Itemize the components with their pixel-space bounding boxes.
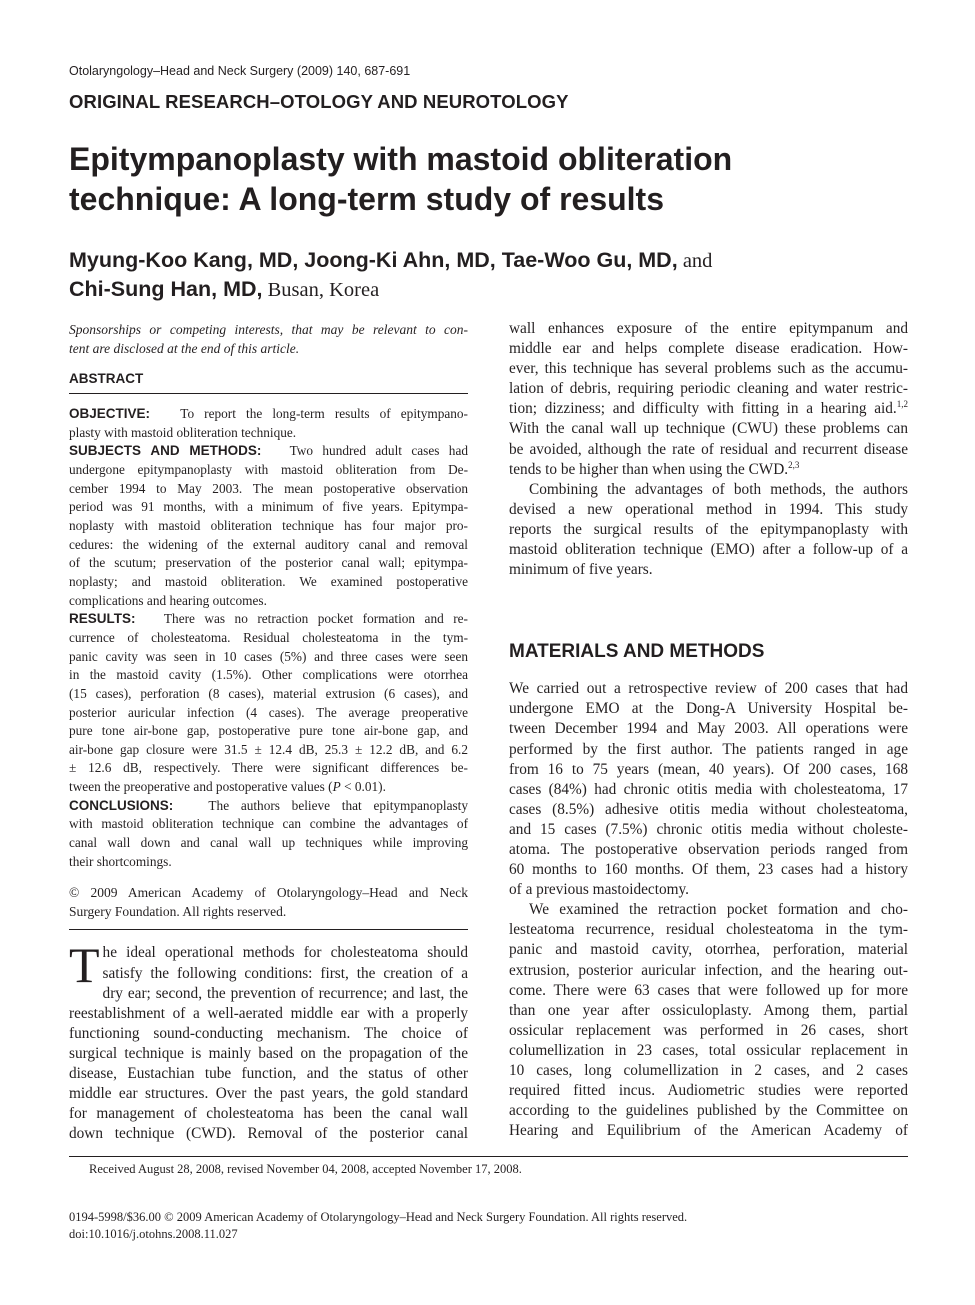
author-name: Chi-Sung Han, MD, (69, 277, 263, 301)
text-line: Surgery Foundation. All rights reserved. (69, 904, 287, 920)
text-line: CONCLUSIONS: The authors believe that epitympanoplasty (69, 797, 468, 813)
text-line: devised a new operational method in 1994. This study (509, 500, 908, 518)
copyright-divider (69, 929, 468, 930)
citation-superscript: 1,2 (896, 399, 908, 410)
title-line: Epitympanoplasty with mastoid obliteration (69, 141, 733, 177)
text-line: middle ear and helps complete disease eradication. How- (509, 340, 908, 358)
text-line: tween the preoperative and postoperative values (P < 0.01). (69, 779, 386, 795)
text-line: he ideal operational methods for cholesteatoma should (102, 944, 468, 962)
text-line: undergone epitympanoplasty with mastoid obliteration from De- (69, 461, 468, 477)
text-line: SUBJECTS AND METHODS: Two hundred adult cases had (69, 443, 468, 459)
paragraph (509, 480, 908, 580)
text-line: plasty with mastoid obliteration technique. (69, 424, 297, 440)
text-line: tween December 1994 and May 2003. All operations were (509, 720, 908, 738)
received-dates: Received August 28, 2008, revised November 04, 2008, accepted November 17, 2008. (89, 1162, 522, 1176)
author-conjunction: and (677, 250, 713, 272)
text-line: reports the surgical results of the epitympanoplasty with (509, 520, 908, 538)
text-line: atoma. The postoperative observation periods ranged from (509, 840, 908, 858)
article-title (69, 139, 889, 219)
text-line: 60 months to 160 months. Of them, 23 cases had a history (509, 861, 908, 879)
text-line: surgical technique is mainly based on the propagation of the (69, 1044, 468, 1062)
abstract-body (69, 405, 468, 871)
right-column (509, 319, 908, 1141)
text-line: ± 12.6 dB, respectively. There were significant differences be- (69, 760, 468, 776)
text-line: currence of cholesteatoma. Residual cholesteatoma in the tym- (69, 629, 468, 645)
text-line: required fitted incus. Audiometric studies were reported (509, 1082, 908, 1100)
results-label: RESULTS: (69, 611, 136, 627)
text-line: panic cavity was seen in 10 cases (5%) and three cases were seen (69, 648, 468, 664)
text-line: satisfy the following conditions: first, the creation of a (102, 964, 468, 982)
materials-methods-heading: MATERIALS AND METHODS (509, 641, 765, 663)
text-line: middle ear structures. Over the past years, the gold standard (69, 1085, 468, 1103)
text-line: lesteatoma recurrence, residual cholesteatoma in the tym- (509, 921, 908, 939)
text-line: lation of debris, requiring periodic cleaning and water restric- (509, 380, 908, 398)
text-line: come. There were 63 cases that were followed up for more (509, 981, 908, 999)
text-line: than one year after ossiculoplasty. Among them, partial (509, 1001, 908, 1019)
text-line: down technique (CWD). Removal of the posterior canal (69, 1125, 468, 1143)
text-line: mastoid obliteration technique (EMO) after a follow-up of a (509, 541, 908, 559)
text-line: ossicular replacement was performed in 26 cases, short (509, 1021, 908, 1039)
text-line: extrusion, posterior auricular infection, and the hearing out- (509, 961, 908, 979)
section-heading: ORIGINAL RESEARCH–OTOLOGY AND NEUROTOLOGY (69, 91, 569, 112)
text-line: cedures: the widening of the external auditory canal and removal (69, 536, 468, 552)
text-line: complications and hearing outcomes. (69, 592, 267, 608)
text-line: undergone EMO at the Dong-A University Hospital be- (509, 700, 908, 718)
sponsorship-note (69, 320, 468, 358)
text-line: of a previous mastoidectomy. (509, 881, 689, 899)
text-line: reestablishment of a well-aerated middle ear with a properly (69, 1004, 468, 1022)
text-line: (15 cases), perforation (8 cases), material extrusion (6 cases), and (69, 685, 468, 701)
text-line: panic and mastoid cavity, otorrhea, perforation, material (509, 941, 908, 959)
text-line: dry ear; second, the prevention of recurrence; and last, the (102, 984, 468, 1002)
text-line: air-bone gap closure were 31.5 ± 12.4 dB, 25.3 ± 12.2 dB, and 6.2 (69, 741, 468, 757)
text-line: tion; dizziness; and difficulty with fitting in a hearing aid.$^{1,2}$ (509, 399, 908, 418)
text-line: their shortcomings. (69, 853, 172, 869)
text-line: We examined the retraction pocket formation and cho- (529, 901, 908, 919)
text-line: Sponsorships or competing interests, that may be relevant to con- (69, 322, 468, 337)
objective-label: OBJECTIVE: (69, 406, 151, 421)
text-line: tends to be higher than when using the CWD.$^{2,3}$ (509, 459, 800, 478)
text-line: ever, this technique has several problems such as the accumu- (509, 360, 908, 378)
text-line: cases (84%) had chronic otitis media with cholesteatoma, 17 (509, 780, 908, 798)
drop-cap: T (69, 937, 100, 994)
text-line: period was 91 months, with a minimum of five years. Epitympa- (69, 499, 468, 515)
citation-superscript: 2,3 (788, 459, 800, 470)
abstract-heading: ABSTRACT (69, 371, 144, 386)
text-line: canal wall down and canal wall up techniques while improving (69, 835, 468, 851)
text-line: of the scutum; preservation of the posterior canal wall; epitympa- (69, 555, 468, 571)
text-line: cases (8.5%) adhesive otitis media without cholesteatoma, (509, 800, 908, 818)
text-line: from 16 to 75 years (mean, 40 years). Of 200 cases, 168 (509, 760, 908, 778)
conclusions-label: CONCLUSIONS: (69, 797, 174, 813)
text-line: according to the guidelines published by the Committee on (509, 1102, 908, 1120)
text-line: be avoided, although the rate of residual and recurrent disease (509, 440, 908, 458)
left-column (69, 320, 468, 1144)
paragraph (509, 679, 908, 900)
text-line: Hearing and Equilibrium of the American Academy of (509, 1122, 908, 1140)
text-line: minimum of five years. (509, 561, 653, 579)
text-line: and 15 cases (7.5%) chronic otitis media without choleste- (509, 820, 908, 838)
text-line: posterior auricular infection (4 cases). The average preoperative (69, 704, 468, 720)
text-line: © 2009 American Academy of Otolaryngology–Head and Neck (69, 885, 468, 901)
text-line: noplasty with mastoid obliteration technique has four major pro- (69, 517, 468, 533)
text-line: RESULTS: There was no retraction pocket formation and re- (69, 611, 468, 627)
paragraph (509, 900, 908, 1141)
text-line: columellization in 23 cases, total ossicular replacement in (509, 1041, 908, 1059)
text-line: OBJECTIVE: To report the long-term results of epitympano- (69, 406, 468, 421)
text-line: functioning sound-conducting mechanism. The choice of (69, 1024, 468, 1042)
paragraph (509, 319, 908, 480)
doi: doi:10.1016/j.otohns.2008.11.027 (69, 1227, 238, 1241)
text-line: We carried out a retrospective review of 200 cases that had (509, 680, 908, 698)
text-line: 10 cases, long columellization in 2 cases, and 2 cases (509, 1062, 908, 1079)
text-line: wall enhances exposure of the entire epitympanum and (509, 320, 908, 337)
text-line: pure tone air-bone gap, postoperative pure tone air-bone gap, and (69, 723, 468, 739)
text-line: with mastoid obliteration technique can combine the advantages of (69, 816, 468, 832)
text-line: Combining the advantages of both methods, the authors (529, 480, 908, 498)
subjects-methods-label: SUBJECTS AND METHODS: (69, 443, 262, 459)
title-line: technique: A long-term study of results (69, 181, 664, 217)
text-line: noplasty; and mastoid obliteration. We examined postoperative (69, 573, 468, 589)
abstract-divider (69, 393, 468, 394)
introduction-paragraph (69, 937, 468, 1144)
journal-citation: Otolaryngology–Head and Neck Surgery (2009) 140, 687-691 (69, 64, 411, 78)
copyright-note (69, 883, 468, 921)
author-list (69, 246, 929, 304)
footnote-divider (69, 1156, 908, 1157)
text-line: for management of cholesteatoma has been the canal wall (69, 1105, 468, 1123)
text-line: tent are disclosed at the end of this article. (69, 341, 300, 356)
text-line: disease, Eustachian tube function, and the status of other (69, 1064, 468, 1082)
text-line: in the mastoid cavity (1.5%). Other complications were otorrhea (69, 667, 468, 683)
author-location: Busan, Korea (262, 279, 380, 301)
text-line: cember 1994 to May 2003. The mean postoperative observation (69, 480, 468, 496)
text-line: performed by the first author. The patients ranged in age (509, 740, 908, 758)
author-names: Myung-Koo Kang, MD, Joong-Ki Ahn, MD, Tae-Woo Gu, MD, (69, 248, 678, 272)
issn-copyright: 0194-5998/$36.00 © 2009 American Academy of Otolaryngology–Head and Neck Surgery Foundation. All rights reserved. (69, 1210, 688, 1224)
text-line: With the canal wall up technique (CWU) these problems can (509, 420, 908, 438)
